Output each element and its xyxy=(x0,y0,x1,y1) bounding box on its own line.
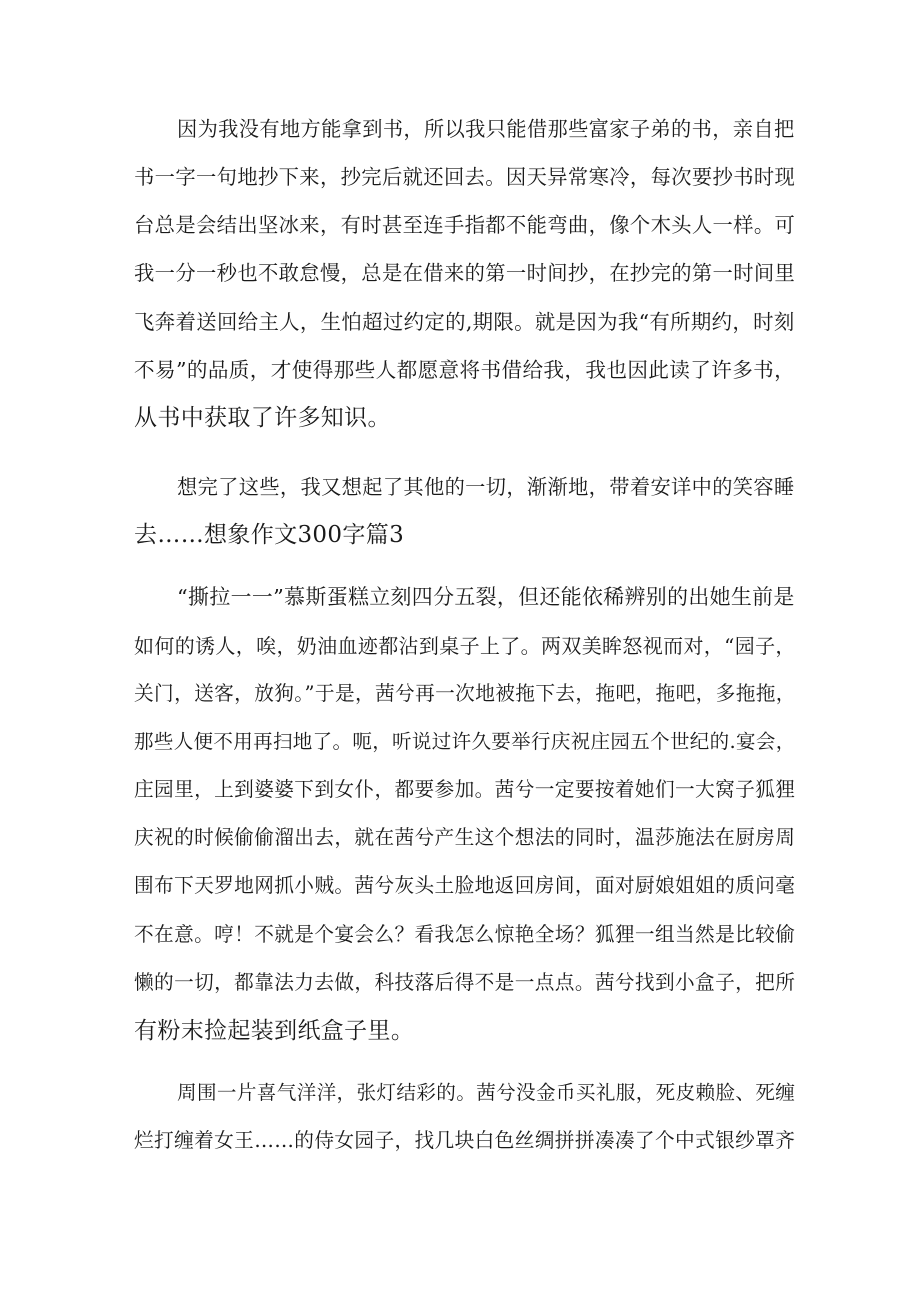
paragraph-line: 从书中获取了许多知识。 xyxy=(134,405,391,431)
paragraph-line: 书一字一句地抄下来，抄完后就还回去。因天异常寒冷，每次要抄书时现 xyxy=(134,165,796,189)
paragraph-line: “撕拉一一”慕斯蛋糕立刻四分五裂，但还能依稀辨别的出她生前是 xyxy=(177,585,795,609)
paragraph-line: 懒的一切，都靠法力去做，科技落后得不是一点点。茜兮找到小盒子，把所 xyxy=(134,971,796,994)
paragraph-line: 我一分一秒也不敢怠慢，总是在借来的第一时间抄，在抄完的第一时间里 xyxy=(134,261,796,285)
paragraph-line: 不在意。哼！不就是个宴会么？看我怎么惊艳全场？狐狸一组当然是比较偷 xyxy=(134,923,796,946)
paragraph-line: 关门，送客，放狗。”于是，茜兮再一次地被拖下去，拖吧，拖吧，多拖拖， xyxy=(134,682,796,705)
paragraph-line: 那些人便不用再扫地了。呃，听说过许久要举行庆祝庄园五个世纪的.宴会， xyxy=(134,730,796,753)
paragraph-line: 庆祝的时候偷偷溜出去，就在茜兮产生这个想法的同时，温莎施法在厨房周 xyxy=(134,826,796,849)
paragraph-line: 围布下天罗地网抓小贼。茜兮灰头土脸地返回房间，面对厨娘姐姐的质问毫 xyxy=(134,874,796,897)
paragraph-line: 去……想象作文300字篇3 xyxy=(134,522,405,548)
paragraph-line: 不易”的品质，才使得那些人都愿意将书借给我，我也因此读了许多书， xyxy=(134,358,796,382)
paragraph-line: 飞奔着送回给主人，生怕超过约定的,期限。就是因为我“有所期约，时刻 xyxy=(134,310,795,334)
paragraph-line: 有粉末捡起装到纸盒子里。 xyxy=(134,1018,415,1044)
paragraph-line: 庄园里，上到婆婆下到女仆，都要参加。茜兮一定要按着她们一大窝子狐狸 xyxy=(134,778,796,801)
paragraph-line: 因为我没有地方能拿到书，所以我只能借那些富家子弟的书，亲自把 xyxy=(177,117,795,141)
paragraph-line: 如何的诱人，唉，奶油血迹都沾到桌子上了。两双美眸怒视而对，“园子， xyxy=(134,634,796,658)
paragraph-line: 台总是会结出坚冰来，有时甚至连手指都不能弯曲，像个木头人一样。可 xyxy=(134,213,796,237)
paragraph-line: 想完了这些，我又想起了其他的一切，渐渐地，带着安详中的笑容睡 xyxy=(177,475,795,499)
paragraph-line: 烂打缠着女王……的侍女园子，找几块白色丝绸拼拼凑凑了个中式银纱罩齐 xyxy=(134,1129,796,1152)
paragraph-line: 周围一片喜气洋洋，张灯结彩的。茜兮没金币买礼服，死皮赖脸、死缠 xyxy=(177,1081,796,1104)
